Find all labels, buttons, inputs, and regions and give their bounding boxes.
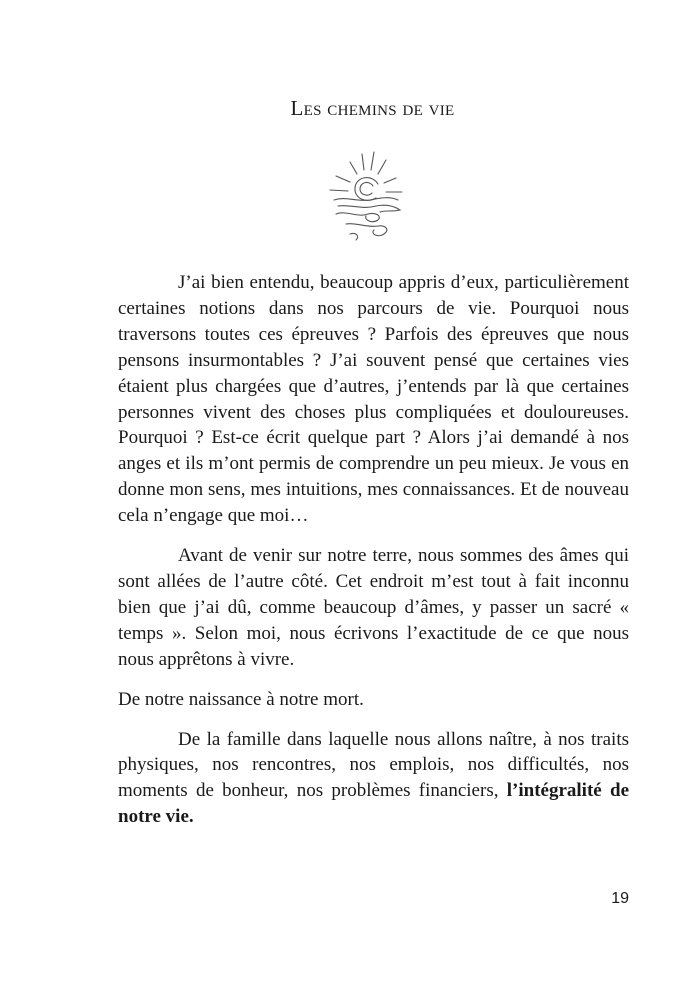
paragraph-4-bold: l’intégralité de notre vie. bbox=[118, 780, 629, 828]
paragraph-2: Avant de venir sur notre terre, nous sommes des âmes qui sont allées de l’autre côté. Cet endroit m’est tout à fait inconnu bien que j’ai dû, comme beaucoup d’âmes, y passer un sacré « temps ». Selon moi, nous écrivons l’exactitude de ce que nous nous apprêtons à vivre. bbox=[118, 545, 629, 670]
paragraph-4-text: De la famille dans laquelle nous allons naître, à nos traits physiques, nos rencontres, nos emplois, nos difficultés, nos moments de bonheur, nos problèmes financiers, bbox=[118, 728, 629, 802]
body-text bbox=[118, 270, 629, 844]
paragraph-4 bbox=[118, 727, 629, 831]
paragraph-1: J’ai bien entendu, beaucoup appris d’eux, particulièrement certaines notions dans nos parcours de vie. Pourquoi nous traversons toutes ces épreuves ? Parfois des épreuves que nous pensons insurmontables ? J’ai souvent pensé que certaines vies étaient plus chargées que d’autres, j’entends par là que certaines personnes vivent des choses plus compliquées et douloureuses. Pourquoi ? Est-ce écrit quelque part ? Alors j’ai demandé à nos anges et ils m’ont permis de comprendre un peu mieux. Je vous en donne mon sens, mes intuitions, mes connaissances. Et de nouveau cela n’engage que moi… bbox=[118, 272, 629, 527]
chapter-title: Les chemins de vie bbox=[290, 96, 455, 120]
page-number: 19 bbox=[611, 890, 629, 907]
paragraph-3: De notre naissance à notre mort. bbox=[118, 688, 364, 710]
sun-swirl-icon bbox=[326, 150, 406, 246]
